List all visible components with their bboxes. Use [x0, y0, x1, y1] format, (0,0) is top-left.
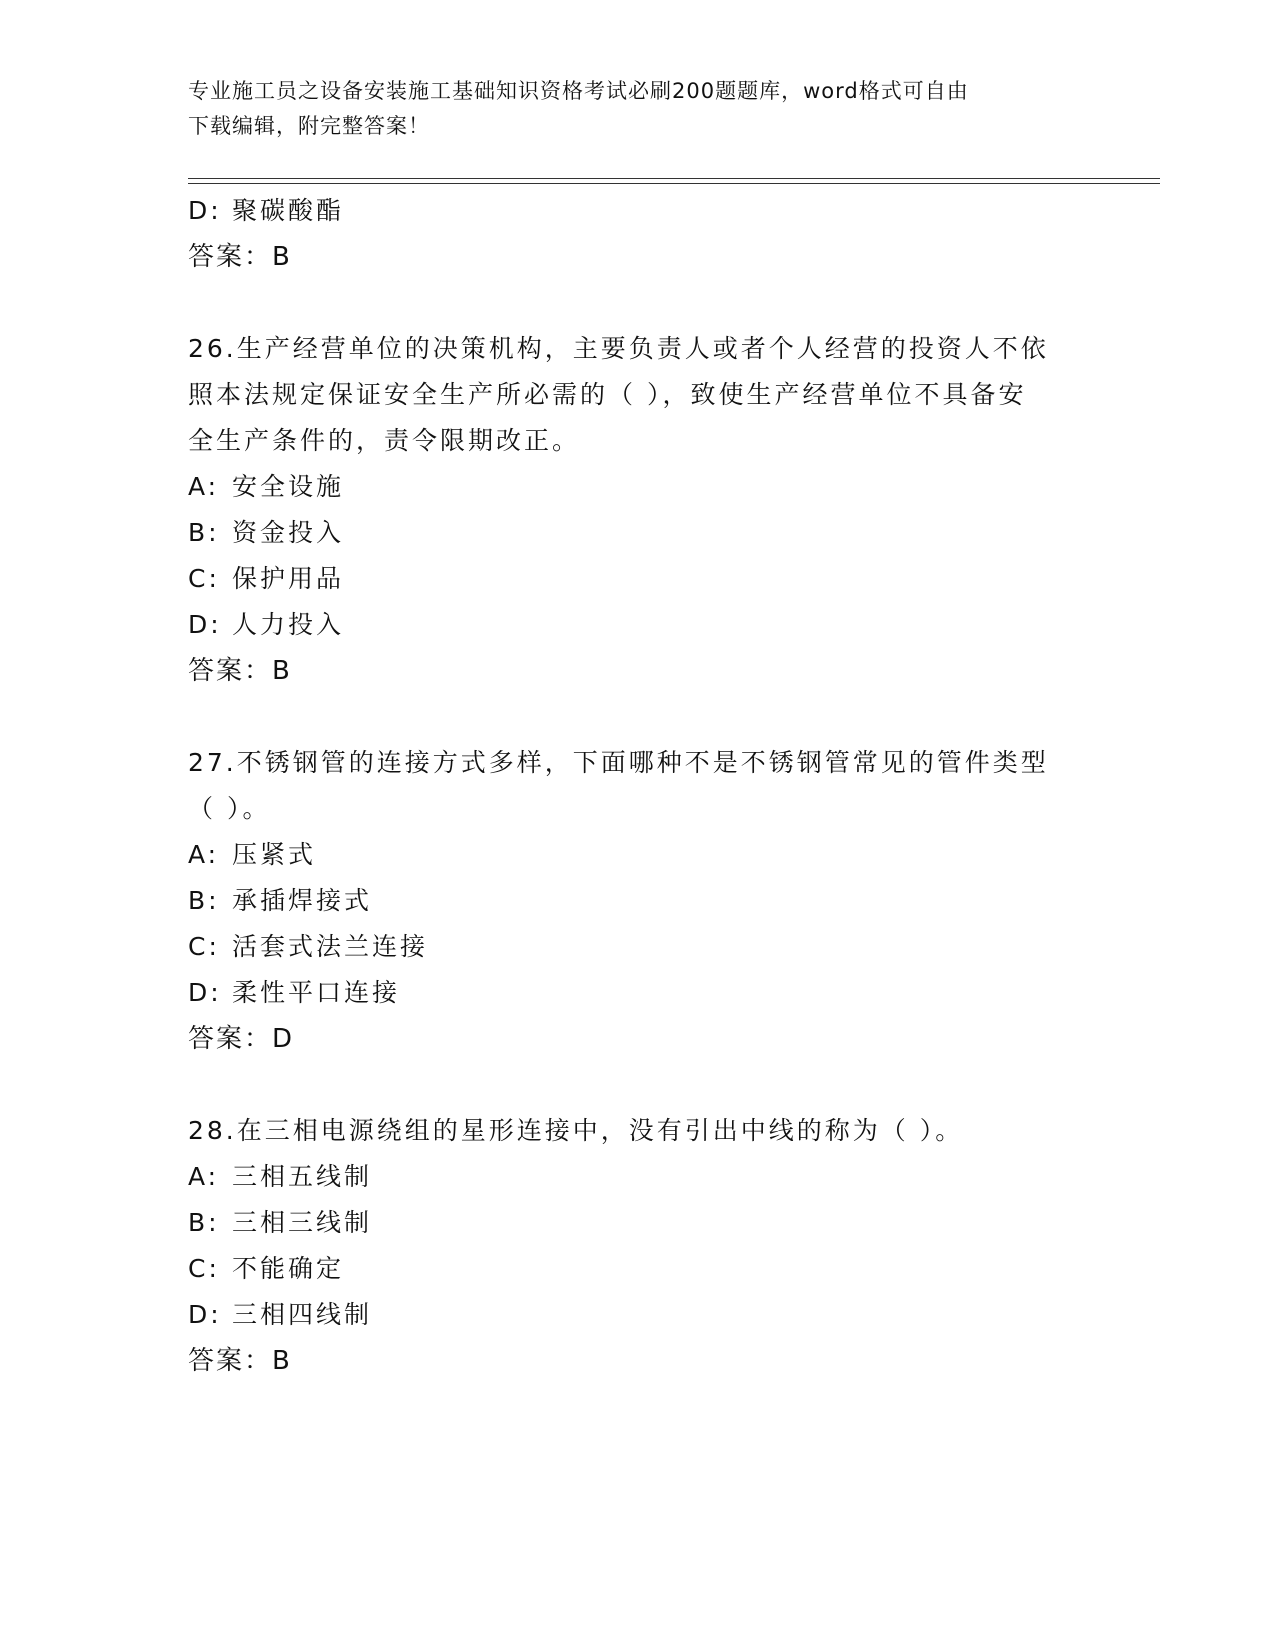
option-label: A: — [188, 1162, 220, 1191]
question-28 — [188, 1108, 1088, 1384]
option-text: 人力投入 — [232, 610, 345, 639]
option-label: C: — [188, 932, 220, 961]
prev-option-d — [188, 188, 1088, 234]
option-label: A: — [188, 840, 220, 869]
option-a — [188, 832, 1088, 878]
answer: 答案：B — [188, 1346, 292, 1376]
question-stem-line: 照本法规定保证安全生产所必需的（ ），致使生产经营单位不具备安 — [188, 380, 1027, 409]
option-b — [188, 878, 1088, 924]
option-text: 安全设施 — [232, 472, 345, 501]
header-divider-top — [188, 178, 1160, 179]
option-a — [188, 464, 1088, 510]
header-line-2: 下载编辑，附完整答案！ — [188, 114, 430, 138]
option-text: 承插焊接式 — [232, 886, 373, 915]
spacer — [188, 1062, 1088, 1108]
answer: 答案：D — [188, 1024, 295, 1054]
question-27 — [188, 740, 1088, 1062]
document-header — [188, 74, 1088, 144]
question-body — [188, 188, 1088, 1384]
option-text: 不能确定 — [232, 1254, 345, 1283]
option-c — [188, 1246, 1088, 1292]
header-line-1: 专业施工员之设备安装施工基础知识资格考试必刷200题题库，word格式可自由 — [188, 79, 969, 103]
option-d — [188, 1292, 1088, 1338]
spacer — [188, 280, 1088, 326]
option-label: B: — [188, 886, 220, 915]
question-stem-line: （ ）。 — [188, 794, 271, 823]
option-text: 柔性平口连接 — [232, 978, 401, 1007]
question-stem-line: 27.不锈钢管的连接方式多样，下面哪种不是不锈钢管常见的管件类型 — [188, 748, 1049, 777]
option-b — [188, 1200, 1088, 1246]
option-b — [188, 510, 1088, 556]
option-d — [188, 602, 1088, 648]
question-stem-line: 26.生产经营单位的决策机构，主要负责人或者个人经营的投资人不依 — [188, 334, 1049, 363]
option-text: 三相五线制 — [232, 1162, 373, 1191]
option-text: 三相四线制 — [232, 1300, 373, 1329]
option-label: D: — [188, 1300, 222, 1329]
spacer — [188, 694, 1088, 740]
option-text: 资金投入 — [232, 518, 345, 547]
option-label: C: — [188, 1254, 220, 1283]
question-stem-line: 全生产条件的，责令限期改正。 — [188, 426, 581, 455]
option-c — [188, 556, 1088, 602]
prev-answer: 答案：B — [188, 242, 292, 272]
question-stem-line: 28.在三相电源绕组的星形连接中，没有引出中线的称为（ ）。 — [188, 1116, 964, 1145]
option-label: C: — [188, 564, 220, 593]
option-label: B: — [188, 1208, 220, 1237]
option-label: D: — [188, 610, 222, 639]
option-text: 聚碳酸酯 — [232, 196, 345, 225]
option-d — [188, 970, 1088, 1016]
option-text: 压紧式 — [232, 840, 317, 869]
option-text: 三相三线制 — [232, 1208, 373, 1237]
option-text: 活套式法兰连接 — [232, 932, 429, 961]
header-divider-bottom — [188, 183, 1160, 184]
option-c — [188, 924, 1088, 970]
option-label: D: — [188, 978, 222, 1007]
option-label: A: — [188, 472, 220, 501]
option-label: D: — [188, 196, 222, 225]
answer: 答案：B — [188, 656, 292, 686]
option-text: 保护用品 — [232, 564, 345, 593]
option-a — [188, 1154, 1088, 1200]
option-label: B: — [188, 518, 220, 547]
question-26 — [188, 326, 1088, 694]
